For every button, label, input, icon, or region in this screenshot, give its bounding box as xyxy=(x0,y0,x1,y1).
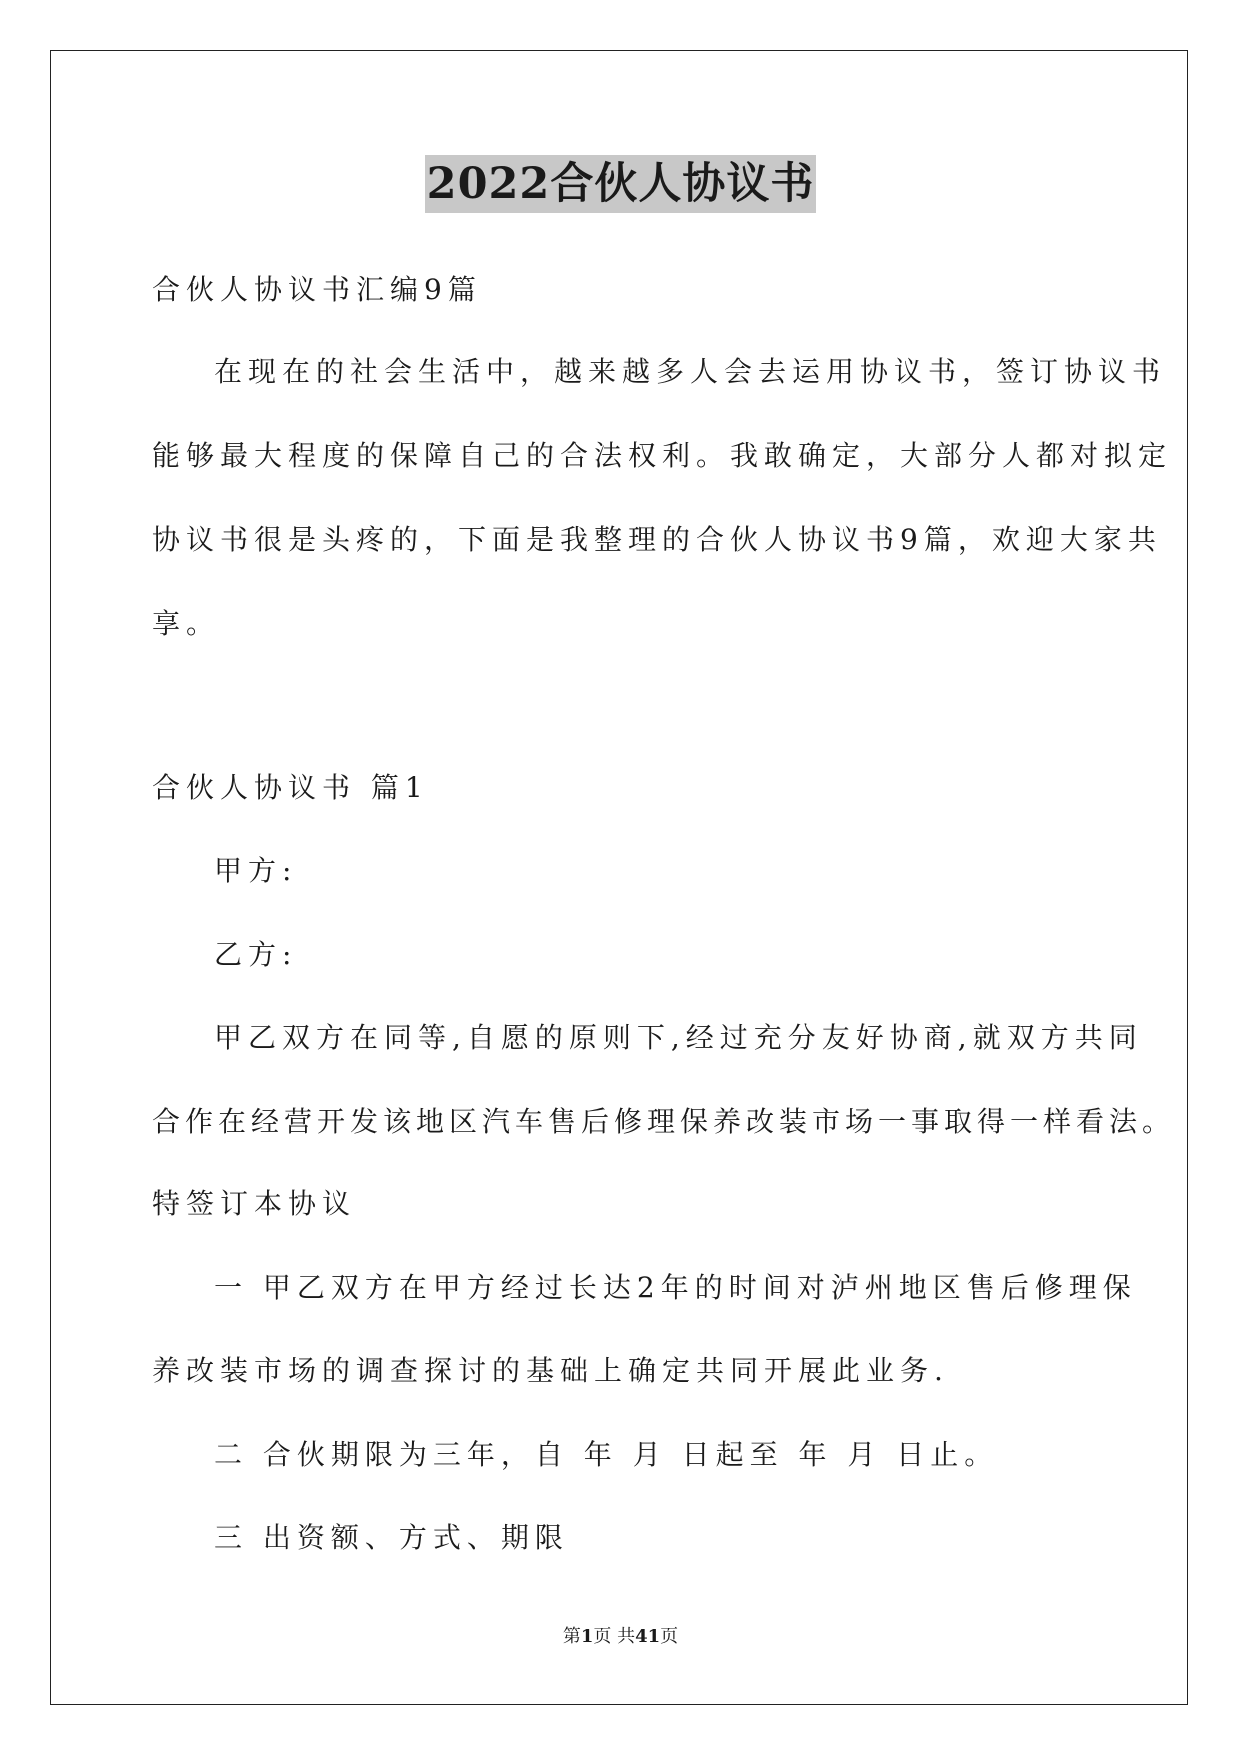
party-a-label: 甲方: xyxy=(214,854,298,887)
footer-page-suffix: 页 xyxy=(660,1626,679,1647)
body-line-5: 养改装市场的调查探讨的基础上确定共同开展此业务. xyxy=(152,1354,949,1387)
section-heading: 合伙人协议书 篇1 xyxy=(152,771,429,804)
body-line-2: 合作在经营开发该地区汽车售后修理保养改装市场一事取得一样看法。 xyxy=(152,1105,1176,1138)
document-title: 2022合伙人协议书 xyxy=(425,155,817,213)
body-line-3: 特签订本协议 xyxy=(152,1187,357,1220)
page-footer xyxy=(0,1625,1241,1649)
footer-page-mid: 页 共 xyxy=(593,1626,636,1647)
body-line-7: 三 出资额、方式、期限 xyxy=(214,1521,569,1554)
body-line-6: 二 合伙期限为三年，自 年 月 日起至 年 月 日止。 xyxy=(214,1438,999,1471)
intro-line-1: 在现在的社会生活中，越来越多人会去运用协议书，签订协议书 xyxy=(214,355,1167,388)
footer-total-pages: 41 xyxy=(635,1626,661,1647)
body-line-1: 甲乙双方在同等,自愿的原则下,经过充分友好协商,就双方共同 xyxy=(214,1021,1143,1054)
footer-page-prefix: 第 xyxy=(562,1626,581,1647)
title-container xyxy=(0,155,1241,213)
body-line-4: 一 甲乙双方在甲方经过长达2年的时间对泸州地区售后修理保 xyxy=(214,1271,1137,1304)
footer-page-number: 1 xyxy=(580,1626,594,1647)
intro-line-3: 协议书很是头疼的，下面是我整理的合伙人协议书9篇，欢迎大家共 xyxy=(152,523,1162,556)
document-subtitle: 合伙人协议书汇编9篇 xyxy=(152,273,482,306)
intro-line-2: 能够最大程度的保障自己的合法权利。我敢确定，大部分人都对拟定 xyxy=(152,439,1173,472)
intro-line-4: 享。 xyxy=(152,607,221,640)
party-b-label: 乙方: xyxy=(214,938,298,971)
